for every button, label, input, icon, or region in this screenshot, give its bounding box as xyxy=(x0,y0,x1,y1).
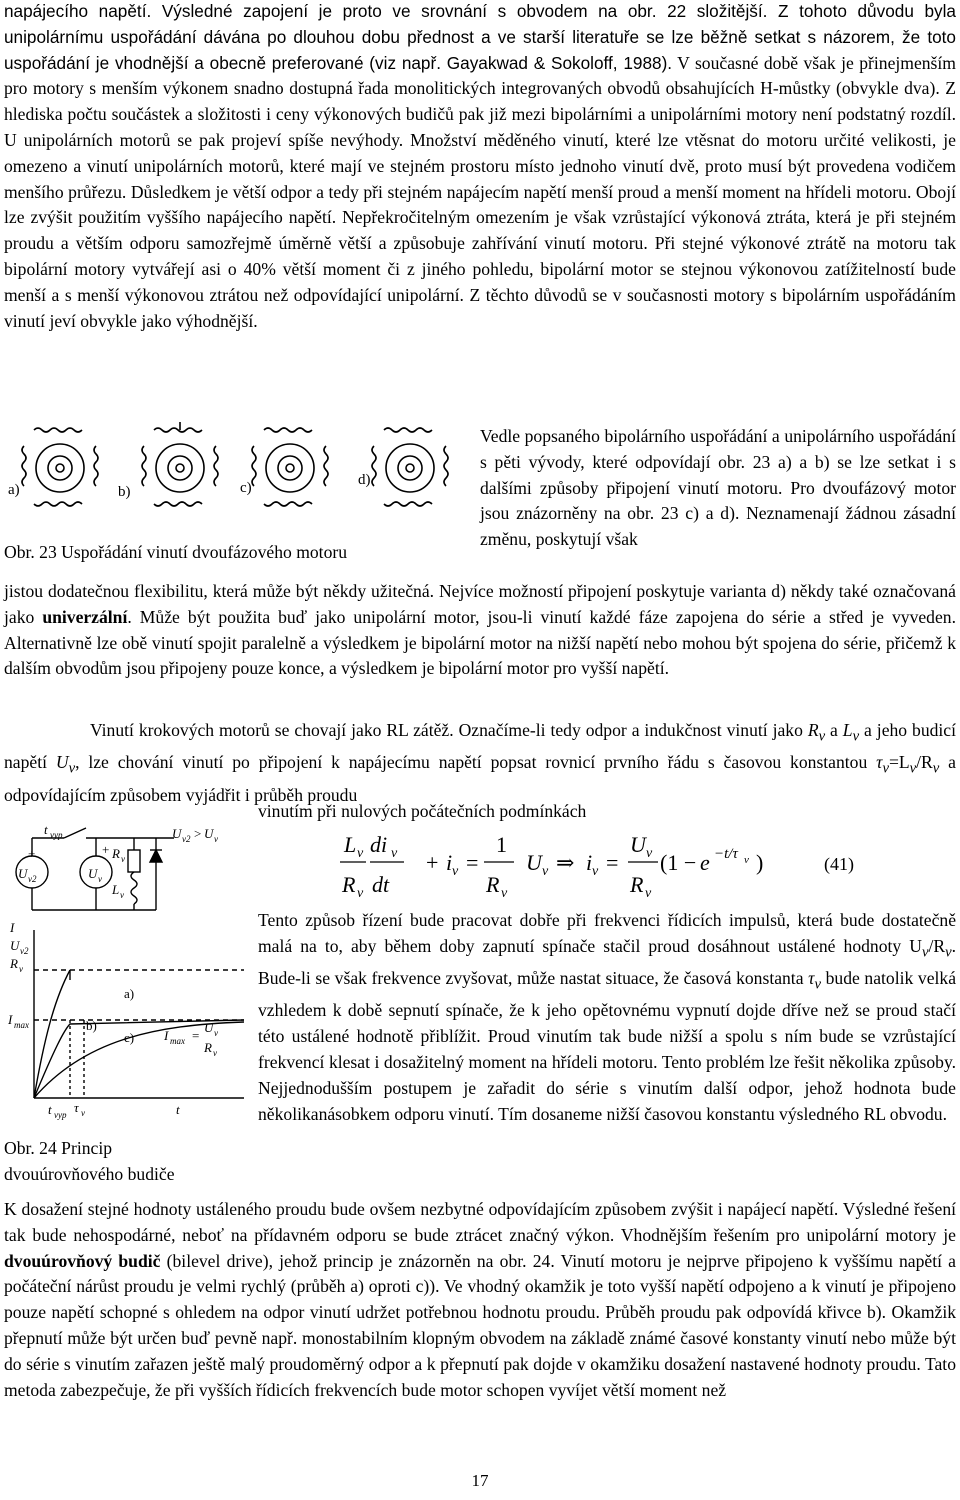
svg-text:v2: v2 xyxy=(28,874,37,884)
svg-text:v: v xyxy=(120,890,124,900)
svg-text:i: i xyxy=(446,850,453,875)
paragraph-rl-load-cont: vinutím při nulových počátečních podmínkách xyxy=(258,801,587,821)
paragraph-bilevel: K dosažení stejné hodnoty ustáleného proudu bude ovšem nezbytné odpovídajícím způsobem zvýšit i napájecí napětí. Výsledné řešení tak bude nehospodárné, neboť na přídavném odporu se bude ztrácet značný výkon. Vhodnějším řešením pro unipolární motory je dvouúrovňový budič (bilevel drive), jehož princip je znázorněn na obr. 24. Vinutí motoru je nejprve připojeno k vyššímu napětí a počáteční nárůst proudu je velmi rychlý (průběh a) oproti c)). Ve vhodný okamžik je toto vyšší napětí odpojeno a k vinutí je připojeno pouze napětí schopné s ohledem na odpor vinutí udržet potřebnou hodnotu proudu. Průběh proudu pak odpovídá křivce b). Okamžik přepnutí může být určen buď pevně např. monostabilním klopným obvodem na základě známé časové konstanty vinutí nebo může být do série s vinutím zařazen ještě malý proudoměrný odpor a k přepnutí pak dojde v okamžiku dosažení nastavené hodnoty proudu. Tato metoda zabezpečuje, že při vyšších řídicích frekvencích bude motor schopen vyvíjet větší moment než xyxy=(4,1199,956,1400)
svg-text:v2: v2 xyxy=(20,946,29,956)
figure-24-bilevel-driver xyxy=(4,820,254,1120)
svg-text:v2: v2 xyxy=(182,834,191,844)
figure-23-winding-diagrams xyxy=(0,420,470,530)
svg-text:v: v xyxy=(213,1048,217,1058)
svg-text:v: v xyxy=(744,854,749,866)
svg-text:v: v xyxy=(81,1108,85,1118)
svg-text:+: + xyxy=(102,842,110,857)
svg-text:>: > xyxy=(194,826,202,841)
winding-b xyxy=(142,422,218,506)
svg-text:v: v xyxy=(645,886,652,901)
svg-text:L: L xyxy=(344,832,357,857)
fig23-label-b: b) xyxy=(118,484,131,500)
svg-text:vyp: vyp xyxy=(54,1110,67,1120)
winding-d xyxy=(372,428,448,506)
svg-text:R: R xyxy=(112,846,120,861)
svg-text:v: v xyxy=(121,854,125,864)
svg-text:U: U xyxy=(10,938,20,953)
paragraph-text: Množství měděného vinutí, které lze vtěsnat do motoru určité velikosti, je omezeno a vinutí unipolárních motorů, které mají ve stejném prostoru místo jednoho vinutí dvě, proto musí být provedena vodičem menšího průřezu. Důsledkem je větší odpor a tedy při stejném napájecím napětí menší proud a menší moment na hřídeli motoru. Obojí lze zvýšit použitím vyššího napájecího napětí. Nepřekročitelným omezením je však vzrůstající výkonová ztráta, která je při stejném proudu a větším odporu samozřejmě úměrně větší a způsobuje zahřívání vinutí motoru. Při stejné výkonové ztrátě na motoru tak bipolární motory vytvářejí asi o 40% větší moment či z jiného pohledu, bipolární motor se stejnou výkonovou zatížitelností bude menší a s menší výkonovou ztrátou než odpovídající unipolární. Z těchto důvodů se v současnosti motory s bipolárním uspořádáním vinutí jeví obvykle jako výhodnější. xyxy=(4,129,956,331)
svg-text:⇒: ⇒ xyxy=(556,850,575,875)
svg-text:(1 −: (1 − xyxy=(660,850,697,875)
svg-text:v: v xyxy=(19,964,23,974)
svg-text:U: U xyxy=(526,850,542,875)
svg-text:v: v xyxy=(646,846,653,861)
svg-text:=: = xyxy=(192,1028,200,1043)
svg-text:+: + xyxy=(426,850,439,875)
svg-text:dt: dt xyxy=(372,872,390,897)
figure-24-caption: Obr. 24 Princip dvouúrovňového budiče xyxy=(4,1138,175,1184)
svg-text:U: U xyxy=(204,1020,214,1035)
paragraph-variants xyxy=(4,579,956,682)
svg-text:e: e xyxy=(700,850,710,875)
svg-text:+: + xyxy=(28,846,36,861)
svg-text:I: I xyxy=(8,1012,13,1027)
page-number: 17 xyxy=(471,1471,489,1490)
svg-text:R: R xyxy=(630,872,644,897)
svg-text:U: U xyxy=(172,826,182,841)
svg-text:τ: τ xyxy=(74,1100,79,1115)
winding-a xyxy=(22,428,98,506)
svg-text:R: R xyxy=(10,956,18,971)
svg-text:U: U xyxy=(630,832,646,857)
svg-text:v: v xyxy=(391,846,398,861)
svg-text:v: v xyxy=(98,874,102,884)
svg-text:R: R xyxy=(342,872,356,897)
svg-text:=: = xyxy=(466,850,479,875)
paragraph-text: V současné době však je přinejmenším pro motory s menším výkonem snadno dostupná řada monolitických integrovaných obvodů obsahujících H-můstky (obvykle dva). Z hlediska počtu součástek a složitosti i ceny výkonových budičů pak již mezi bipolárními a unipolárními motory není podstatný rozdíl. U unipolárních motorů se pak projeví spíše nevýhody. xyxy=(4,52,956,150)
svg-text:b): b) xyxy=(86,1018,97,1033)
svg-text:R: R xyxy=(204,1040,212,1055)
svg-text:v: v xyxy=(214,1028,218,1038)
svg-text:U: U xyxy=(18,866,28,881)
svg-text:t: t xyxy=(44,822,48,837)
svg-text:v: v xyxy=(592,864,599,879)
svg-text:I: I xyxy=(10,920,15,935)
svg-text:v: v xyxy=(357,846,364,861)
svg-text:di: di xyxy=(370,832,388,857)
svg-text:): ) xyxy=(756,850,764,875)
svg-text:c): c) xyxy=(124,1030,135,1045)
equation-41 xyxy=(330,826,850,902)
svg-text:v: v xyxy=(542,864,549,879)
svg-text:U: U xyxy=(204,826,214,841)
svg-text:v: v xyxy=(357,886,364,901)
fig23-label-d: d) xyxy=(358,472,371,488)
svg-text:R: R xyxy=(486,872,500,897)
fig23-label-a: a) xyxy=(8,482,20,498)
svg-text:−t/τ: −t/τ xyxy=(714,846,738,862)
svg-text:t: t xyxy=(176,1102,180,1117)
svg-text:max: max xyxy=(170,1036,185,1046)
side-text-fig24: Tento způsob řízení bude pracovat dobře při frekvenci řídicích impulsů, která bude dostatečně malá na to, aby během doby zapnutí spínače stačil proud dosáhnout ustálené hodnoty $U_v/R_v$. Bude-li se však frekvence zvyšovat, může nastat situace, že časová konstanta $\tau_v$ bude natolik velká vzhledem k době sepnutí spínače, že k jeho opětovnému vypnutí dojde dříve než se proud stačí této ustálené hodnotě přiblížit. Proud vinutím tak bude nižší a spolu s ním bude se vzrůstající frekvencí klesat i dosažitelný moment na hřídeli motoru. Tento problém lze řešit několika způsoby. Nejjednodušším postupem je zařadit do série s vinutím další odpor, jehož hodnota bude několikanásobkem odporu vinutí. Tím dosaneme nižší časovou konstantu výsledného RL obvodu. xyxy=(258,910,957,1124)
svg-text:L: L xyxy=(112,882,120,897)
svg-text:v: v xyxy=(452,864,459,879)
side-text-fig23: Vedle popsaného bipolárního uspořádání a unipolárního uspořádání s pěti vývody, které odpovídají obr. 23 a) a b) se lze setkat i s dalšími způsoby připojení vinutí motoru. Pro dvoufázový motor jsou znázorněny na obr. 23 c) a d). Neznamenají žádnou zásadní změnu, poskytují však xyxy=(480,426,956,550)
paragraph-text: jistou dodatečnou flexibilitu, která může být někdy užitečná. Nejvíce možností připojení poskytuje varianta d) někdy také označovaná jako xyxy=(4,581,956,627)
svg-text:max: max xyxy=(14,1020,29,1030)
bold-term-bilevel: dvouúrovňový budič xyxy=(4,1250,161,1271)
figure-23-caption: Obr. 23 Uspořádání vinutí dvoufázového motoru xyxy=(4,542,348,562)
svg-text:v: v xyxy=(501,886,508,901)
svg-text:=: = xyxy=(606,850,619,875)
svg-text:v: v xyxy=(214,834,218,844)
winding-c xyxy=(252,428,328,506)
svg-text:U: U xyxy=(88,866,98,881)
paragraph-sans-start: napájecího napětí. Výsledné zapojení je proto ve srovnání s obvodem na obr. 22 složitější. Z tohoto důvodu byla unipolárnímu uspořádání dávána po dlouhou dobu přednost a ve starší literatuře se lze běžně setkat s názorem, že toto uspořádání je vhodnější a obecně preferované (viz např. Gayakwad & Sokoloff, 1988). xyxy=(4,1,956,73)
svg-text:vyp: vyp xyxy=(50,830,63,840)
svg-text:i: i xyxy=(586,850,593,875)
svg-text:I: I xyxy=(164,1028,169,1043)
equation-number: (41) xyxy=(824,854,854,874)
top-paragraph xyxy=(4,0,956,334)
paragraph-rl-load: Vinutí krokových motorů se chovají jako RL zátěž. Označíme-li tedy odpor a indukčnost vinutí jako $R_v$ a $L_v$ a jeho budicí napětí $U_v$, lze chování vinutí po připojení k napájecímu napětí popsat rovnicí prvního řádu s časovou konstantou $\tau_v=L_v/R_v$ a odpovídajícím způsobem vyjádřit i průběh proudu xyxy=(4,720,957,805)
bold-term-universal: univerzální xyxy=(42,606,128,627)
fig23-label-c: c) xyxy=(240,480,252,496)
svg-text:a): a) xyxy=(124,986,135,1001)
svg-text:1: 1 xyxy=(496,832,507,857)
svg-text:t: t xyxy=(48,1102,52,1117)
paragraph-text: . Může být použita buď jako unipolární motor, jsou-li vinutí každé fáze zapojena do série a střed je vyveden. Alternativně lze obě vinutí spojit paralelně a výsledkem je bipolární motor na nižší napětí nebo mohou být spojena do série, přičemž k dalším obvodům jsou připojeny pouze konce, a výsledkem je bipolární motor pro vyšší napětí. xyxy=(4,606,956,679)
